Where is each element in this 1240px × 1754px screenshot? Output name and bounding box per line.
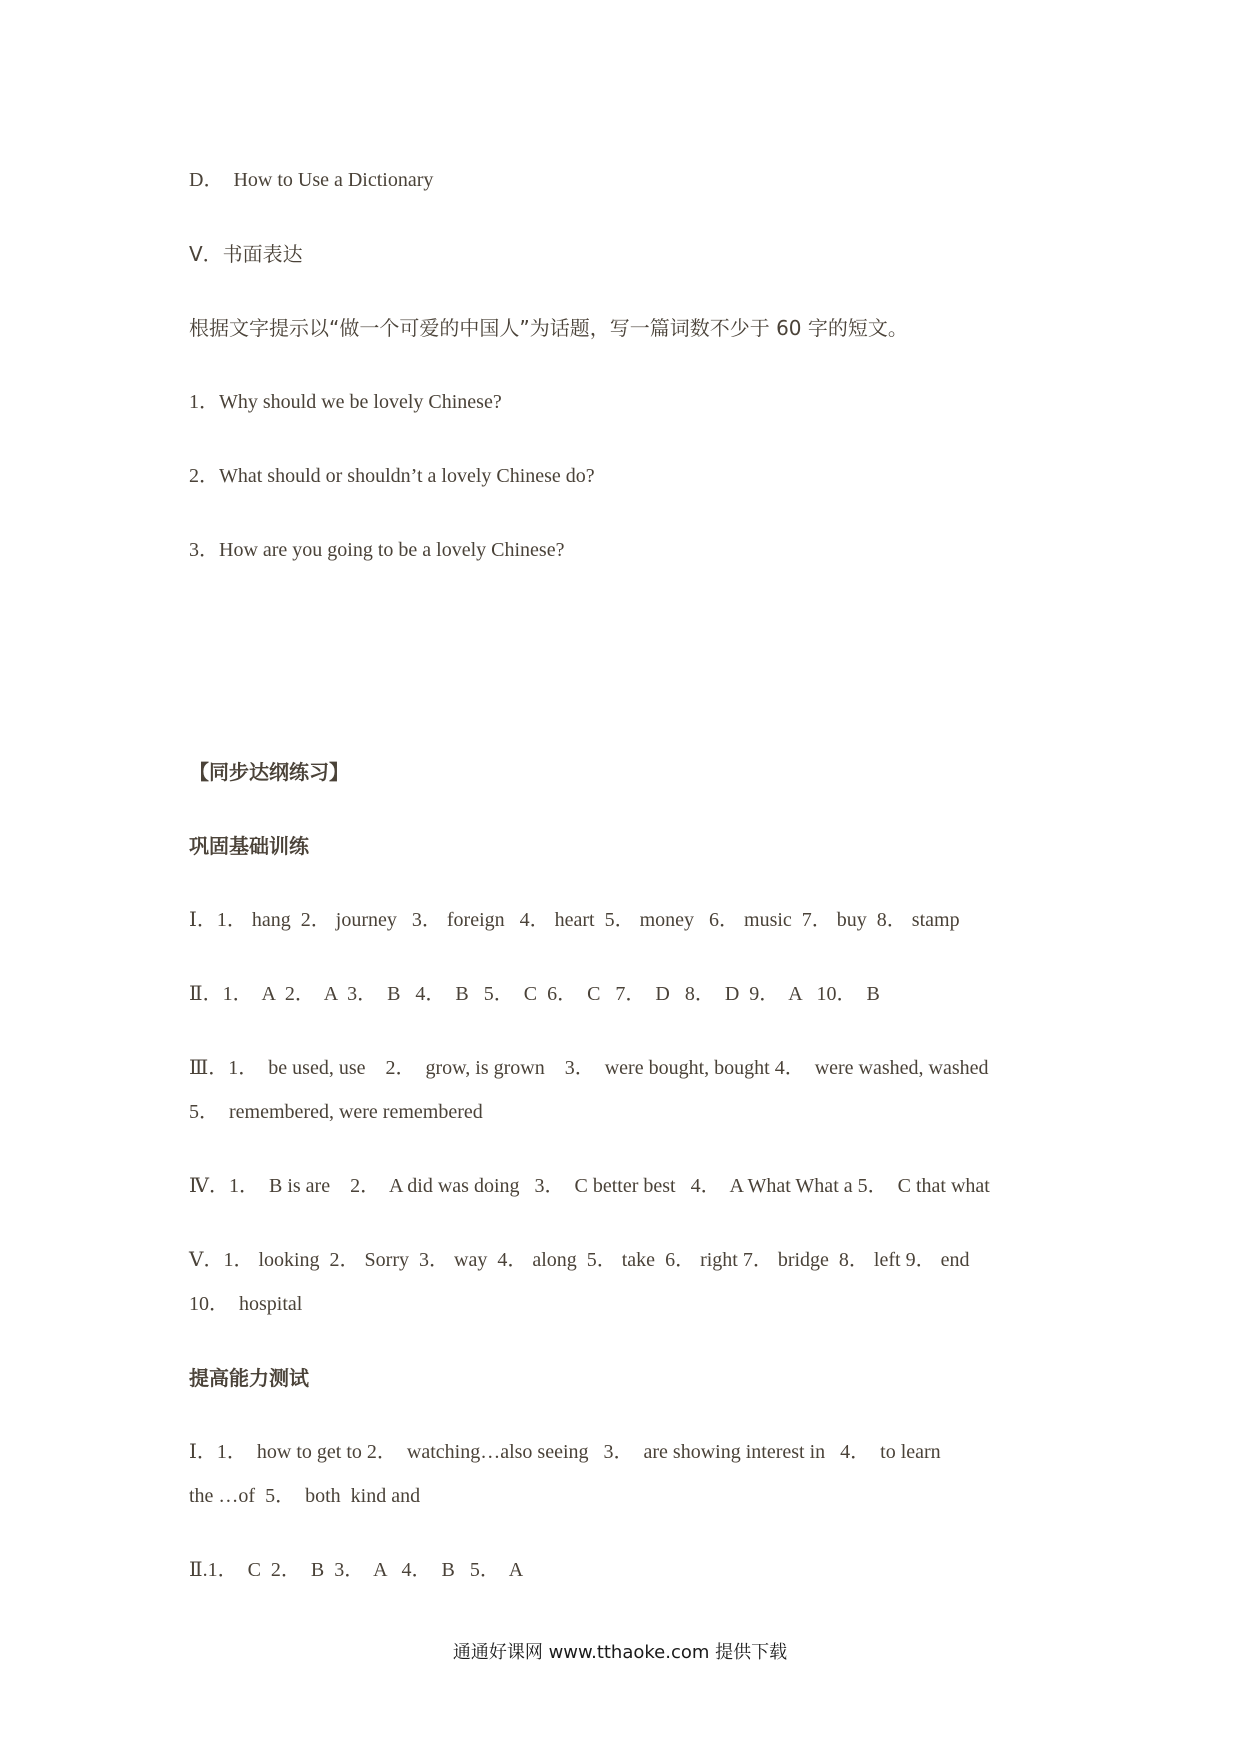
practice-heading: 【同步达纲练习】 (189, 760, 349, 784)
answers-section-i: Ⅰ．1． hang 2． journey 3． foreign 4． heart 5． money 6． music 7． buy 8． stamp (189, 909, 960, 931)
writing-prompt-2: 2．What should or shouldn’t a lovely Chinese do? (189, 465, 595, 487)
writing-instruction: 根据文字提示以“做一个可爱的中国人”为话题，写一篇词数不少于 60 字的短文。 (189, 316, 908, 340)
answers-section-iii-line-2: 5． remembered, were remembered (189, 1101, 483, 1123)
writing-prompt-1: 1．Why should we be lovely Chinese? (189, 391, 502, 413)
answers-section-v-line-2: 10． hospital (189, 1293, 303, 1315)
page-footer: 通通好课网 www.tthaoke.com 提供下载 (452, 1642, 788, 1663)
ability-section-ii: Ⅱ.1． C 2． B 3． A 4． B 5． A (189, 1559, 524, 1581)
answers-section-iv: Ⅳ．1． B is are 2． A did was doing 3． C better best 4． A What What a 5． C that what (189, 1175, 990, 1197)
ability-test-heading: 提高能力测试 (189, 1366, 309, 1390)
option-d-line: D． How to Use a Dictionary (189, 169, 434, 191)
ability-section-i-line-2: the …of 5． both kind and (189, 1485, 421, 1507)
answers-section-ii: Ⅱ．1． A 2． A 3． B 4． B 5． C 6． C 7． D 8． D 9． A 10． B (189, 983, 880, 1005)
ability-section-i-line-1: Ⅰ．1． how to get to 2． watching…also seeing 3． are showing interest in 4． to learn (189, 1441, 941, 1463)
writing-prompt-3: 3．How are you going to be a lovely Chinese? (189, 539, 565, 561)
section-v-title: Ⅴ．书面表达 (189, 242, 303, 266)
answers-section-v-line-1: Ⅴ．1． looking 2． Sorry 3． way 4． along 5． take 6． right 7． bridge 8． left 9． end (189, 1249, 970, 1271)
answers-section-iii-line-1: Ⅲ．1． be used, use 2． grow, is grown 3． were bought, bought 4． were washed, washed (189, 1057, 989, 1079)
basic-training-heading: 巩固基础训练 (189, 834, 309, 858)
